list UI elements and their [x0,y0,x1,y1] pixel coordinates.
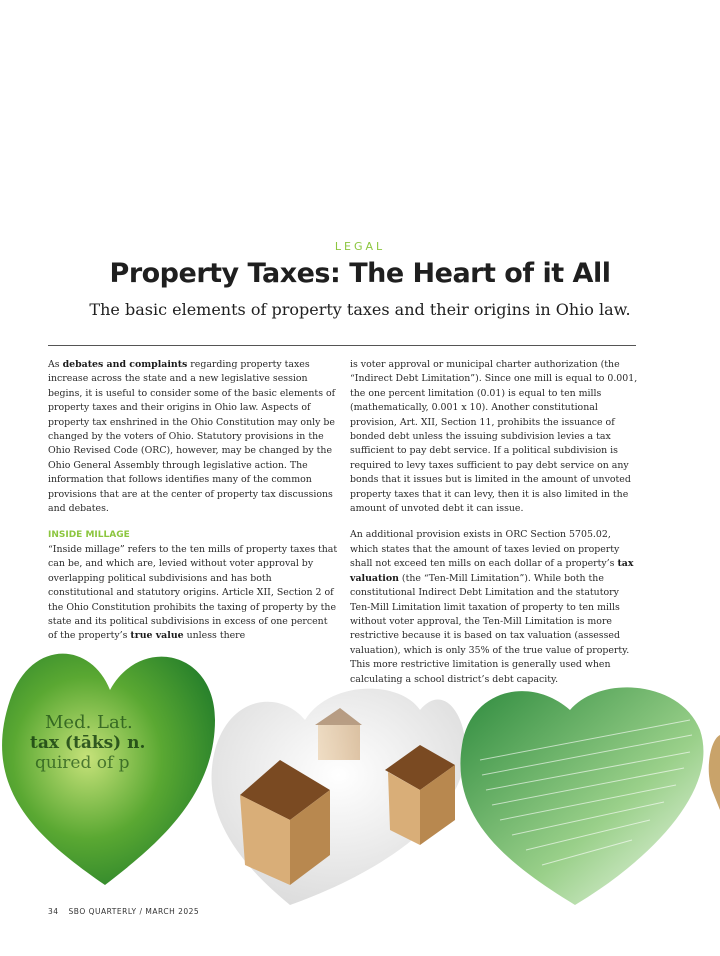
intro-bold: debates and complaints [62,359,188,370]
dictionary-line-3: quired of p [35,753,130,773]
title-divider [48,345,636,346]
tax-valuation-bold: tax valuation [350,558,634,584]
millage-text-end: unless there [183,630,246,642]
publication-info: SBO QUARTERLY / MARCH 2025 [68,907,200,916]
dictionary-line-1: Med. Lat. [45,712,133,733]
page-footer [48,907,209,916]
intro-paragraph [48,358,338,516]
true-value-bold: true value [130,630,184,642]
article-title: Property Taxes: The Heart of it All [109,258,611,289]
inside-millage-paragraph [48,528,338,643]
page-number: 34 [48,907,59,916]
section-label: LEGAL [334,240,386,253]
intro-lead: As [48,359,63,370]
paper-stack-heart [460,687,703,905]
article-subtitle: The basic elements of property taxes and their origins in Ohio law. [89,300,631,319]
inside-millage-heading: INSIDE MILLAGE [48,530,130,541]
edge-heart-partial [709,735,720,810]
ten-mill-end: (the “Ten-Mill Limitation”). While both the constitutional Indirect Debt Limitation and the statutory Ten-Mill Limitation limit taxation of property to ten mills without voter approval, the Ten-Mill Limitation is more restrictive because it is based on tax valuation (assessed valuation), which is only 35% of the true value of property. This more restrictive limitation is generally used when calculating a school district’s debt capacity. [350,572,630,685]
debt-limitation-paragraph: is voter approval or municipal charter authorization (the “Indirect Debt Limitation”). Since one mill is equal to 0.001, the one percent limitation (0.01) is equal to ten mills (mathematically, 0.001 x 10). Another constitutional provision, Art. XII, Section 11, prohibits the issuance of bonded debt unless the issuing subdivision levies a tax sufficient to pay debt service. If a political subdivision is required to levy taxes sufficient to pay debt service on any bonds that it issues but is limited in the amount of unvoted property taxes that it can levy, then it is also limited in the amount of unvoted debt it can issue. [350,359,638,515]
intro-rest: regarding property taxes increase across the state and a new legislative session begins, it is useful to consider some of the basic elements of property taxes and their origins in Ohio law. Aspects of property tax enshrined in the Ohio Constitution may only be changed by the voters of Ohio. Statutory provisions in the Ohio Revised Code (ORC), however, may be changed by the Ohio General Assembly through legislative action. The information that follows identifies many of the common provisions that are at the center of property tax discussions and debates. [48,359,336,515]
ten-mill-start: An additional provision exists in ORC Section 5705.02, which states that the amount of taxes levied on property shall not exceed ten mills on each dollar of a property’s [350,529,620,570]
left-column [48,358,338,656]
millage-text-start: “Inside millage” refers to the ten mills of property taxes that can be, and which are, levied without voter approval by overlapping political subdivisions and has both constitutional and statutory origins. Article XII, Section 2 of the Ohio Constitution prohibits the taxing of property by the state and its political subdivisions in excess of one percent of the property’s [48,543,338,642]
dictionary-line-2: tax (tāks) n. [30,733,146,753]
hearts-illustration [0,640,720,910]
